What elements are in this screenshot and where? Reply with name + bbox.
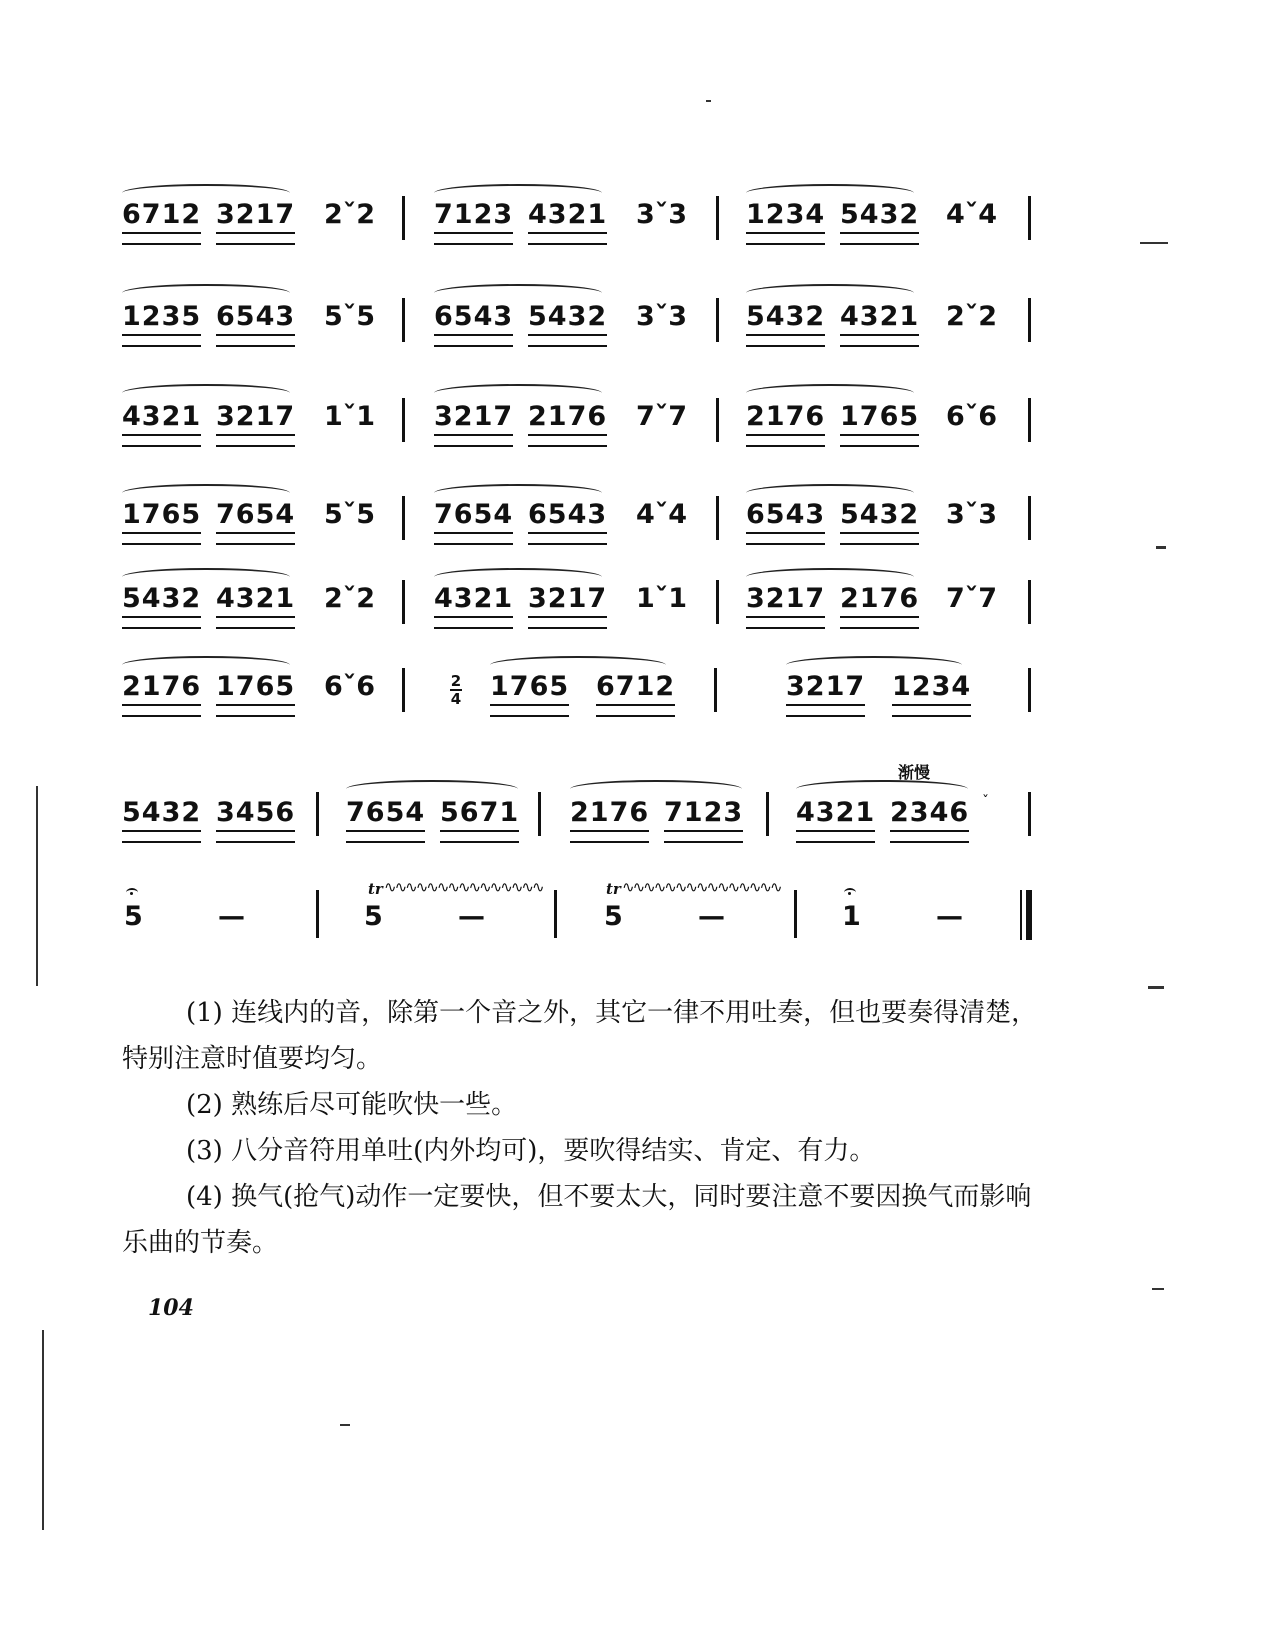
note-group: 3217	[746, 584, 825, 629]
note-group: 6712	[122, 200, 201, 245]
note-group: 1765	[122, 500, 201, 545]
note-group: 5432	[122, 584, 201, 629]
note-pair: 7ˇ7	[946, 583, 998, 614]
note-paragraph: (2) 熟练后尽可能吹快一些。	[186, 1090, 518, 1120]
scan-speck	[706, 100, 711, 102]
note-group: 3456	[216, 798, 295, 843]
note-paragraph: (3) 八分音符用单吐(内外均可)，要吹得结实、肯定、有力。	[186, 1136, 876, 1166]
note-group: 4321	[528, 200, 607, 245]
slur	[122, 284, 290, 302]
barline	[1028, 792, 1031, 836]
dash: —	[458, 901, 485, 932]
note-group: 4321	[434, 584, 513, 629]
note-group: 4321	[796, 798, 875, 843]
slur	[122, 384, 290, 402]
scan-speck	[1156, 546, 1166, 549]
note-pair: 6ˇ6	[946, 401, 998, 432]
note-group: 6543	[528, 500, 607, 545]
note-group: 6543	[216, 302, 295, 347]
note-pair: 3ˇ3	[636, 301, 688, 332]
note-group: 1235	[122, 302, 201, 347]
scan-speck	[1148, 986, 1164, 989]
note-group: 5432	[122, 798, 201, 843]
note-group: 2176	[746, 402, 825, 447]
note-group: 3217	[216, 200, 295, 245]
note-group: 5432	[746, 302, 825, 347]
note-pair: 5ˇ5	[324, 499, 376, 530]
note-group: 5432	[840, 200, 919, 245]
note-group: 1234	[892, 672, 971, 717]
slur	[434, 384, 602, 402]
slur	[434, 284, 602, 302]
barline	[316, 890, 319, 938]
trill-label: tr	[606, 880, 621, 898]
fermata-icon	[126, 888, 138, 897]
final-barline-thick	[1026, 890, 1032, 940]
note-group: 5432	[840, 500, 919, 545]
barline	[716, 398, 719, 442]
final-barline-thin	[1020, 890, 1022, 940]
barline	[402, 580, 405, 624]
note-pair: 7ˇ7	[636, 401, 688, 432]
scan-edge-line	[36, 786, 38, 986]
note-pair: 1ˇ1	[636, 583, 688, 614]
barline	[766, 792, 769, 836]
note-group: 6712	[596, 672, 675, 717]
performance-notes	[122, 990, 1042, 1266]
note-pair: 2ˇ2	[324, 583, 376, 614]
note-group: 3217	[786, 672, 865, 717]
note-group: 1765	[216, 672, 295, 717]
note-paragraph: (1) 连线内的音，除第一个音之外，其它一律不用吐奏，但也要奏得清楚，特别注意时值要均匀。	[122, 998, 1038, 1074]
barline	[1028, 298, 1031, 342]
note-pair: 3ˇ3	[946, 499, 998, 530]
barline	[1028, 580, 1031, 624]
note: 5	[124, 901, 143, 932]
scan-speck	[1140, 242, 1168, 244]
note-pair: 6ˇ6	[324, 671, 376, 702]
barline	[794, 890, 797, 938]
slur	[570, 780, 742, 798]
note-group: 2176	[122, 672, 201, 717]
barline	[1028, 668, 1031, 712]
barline	[1028, 196, 1031, 240]
note-paragraph: (4) 换气(抢气)动作一定要快，但不要太大，同时要注意不要因换气而影响乐曲的节奏。	[122, 1182, 1032, 1258]
barline	[402, 298, 405, 342]
note-group: 7654	[434, 500, 513, 545]
note-group: 1765	[840, 402, 919, 447]
note-pair: 4ˇ4	[636, 499, 688, 530]
note: 5	[604, 901, 623, 932]
note-group: 4321	[840, 302, 919, 347]
note: 1	[842, 901, 861, 932]
fermata-icon	[844, 888, 856, 897]
barline	[716, 298, 719, 342]
note-pair: 4ˇ4	[946, 199, 998, 230]
scan-speck	[1152, 1288, 1164, 1290]
slur	[746, 384, 914, 402]
note-pair: 1ˇ1	[324, 401, 376, 432]
page-number: 104	[148, 1295, 194, 1321]
note-group: 7123	[664, 798, 743, 843]
note-group: 2176	[528, 402, 607, 447]
time-signature: 2 4	[450, 672, 462, 708]
barline	[554, 890, 557, 938]
note-group: 3217	[528, 584, 607, 629]
note-pair: 2ˇ2	[324, 199, 376, 230]
barline	[402, 496, 405, 540]
note-pair: 3ˇ3	[636, 199, 688, 230]
scan-edge-line	[42, 1330, 44, 1530]
note-group: 1765	[490, 672, 569, 717]
scan-speck	[340, 1424, 350, 1426]
note-group: 2346	[890, 798, 969, 843]
music-score	[118, 0, 1078, 1000]
note-group: 6543	[434, 302, 513, 347]
note-pair: 5ˇ5	[324, 301, 376, 332]
note-group: 5671	[440, 798, 519, 843]
barline	[716, 580, 719, 624]
barline	[402, 668, 405, 712]
trill-wave-icon: ∿∿∿∿∿∿∿∿∿∿∿∿∿∿∿	[384, 878, 543, 896]
note-group: 2176	[840, 584, 919, 629]
barline	[402, 398, 405, 442]
note: 5	[364, 901, 383, 932]
barline	[716, 196, 719, 240]
tempo-mark: 渐慢	[898, 763, 931, 782]
note-group: 7654	[216, 500, 295, 545]
note-group: 3217	[434, 402, 513, 447]
barline	[316, 792, 319, 836]
dash: —	[218, 901, 245, 932]
breath-mark: ˇ	[982, 794, 989, 810]
dash: —	[698, 901, 725, 932]
dash: —	[936, 901, 963, 932]
note-group: 6543	[746, 500, 825, 545]
note-group: 3217	[216, 402, 295, 447]
slur	[796, 780, 968, 798]
note-group: 5432	[528, 302, 607, 347]
barline	[1028, 398, 1031, 442]
note-group: 7123	[434, 200, 513, 245]
note-group: 7654	[346, 798, 425, 843]
note-pair: 2ˇ2	[946, 301, 998, 332]
slur	[346, 780, 518, 798]
note-group: 4321	[122, 402, 201, 447]
barline	[402, 196, 405, 240]
barline	[716, 496, 719, 540]
slur	[746, 284, 914, 302]
note-group: 4321	[216, 584, 295, 629]
trill-wave-icon: ∿∿∿∿∿∿∿∿∿∿∿∿∿∿∿	[622, 878, 781, 896]
note-group: 2176	[570, 798, 649, 843]
note-group: 1234	[746, 200, 825, 245]
trill-label: tr	[368, 880, 383, 898]
barline	[538, 792, 541, 836]
barline	[714, 668, 717, 712]
barline	[1028, 496, 1031, 540]
